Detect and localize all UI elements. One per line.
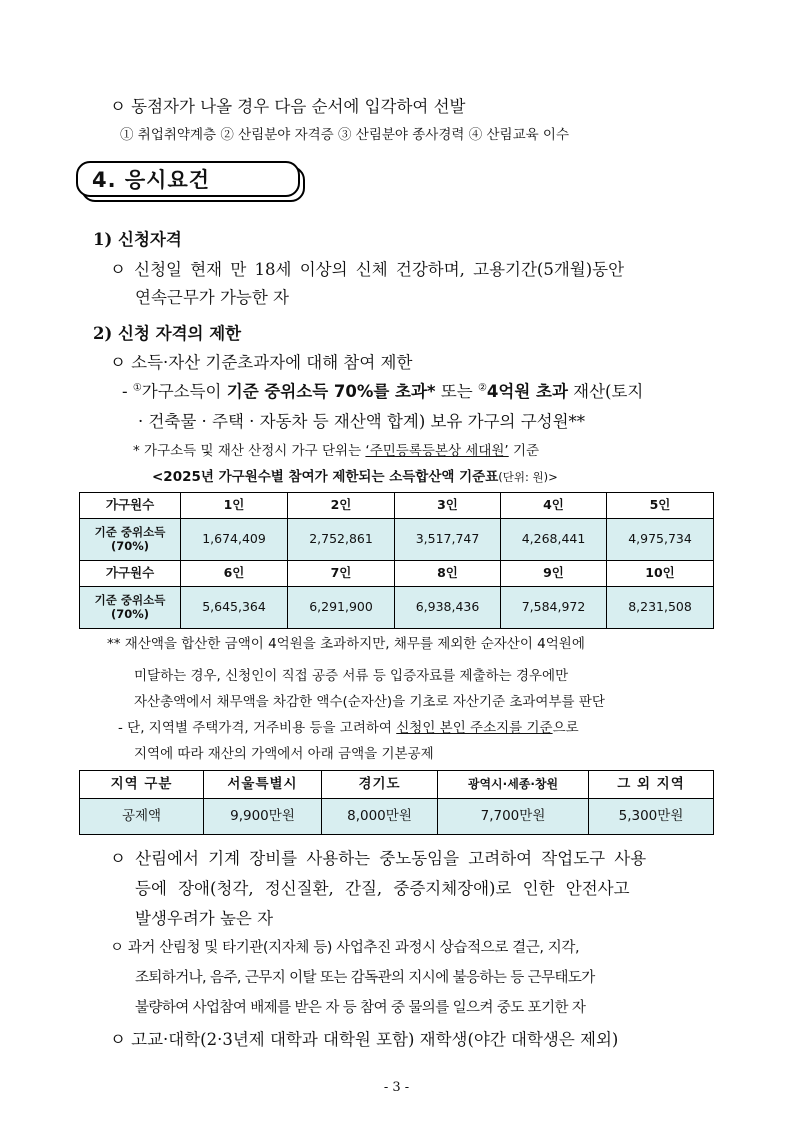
table-caption-title: <2025년 가구원수별 참여가 제한되는 소득합산액 기준표 — [152, 469, 499, 485]
table-cell: 1,674,409 — [181, 519, 288, 561]
region-deduction-table — [79, 770, 714, 835]
circled-two: ② — [477, 382, 487, 394]
table-header-cell: 지역 구분 — [80, 771, 204, 799]
rule-part-d: 4억원 초과 — [486, 382, 568, 401]
table-row — [80, 561, 714, 587]
table-cell: 6,291,900 — [288, 587, 395, 629]
rule-continuation: · 건축물 · 주택 · 자동차 등 재산액 합계) 보유 가구의 구성원** — [138, 412, 586, 431]
restriction-item-1-line-1: ㅇ 산림에서 기계 장비를 사용하는 중노동임을 고려하여 작업도구 사용 — [110, 849, 647, 868]
table-cell: 4인 — [501, 493, 607, 519]
restriction-item-1-line-2: 등에 장애(청각, 정신질환, 간질, 중증지체장애)로 인한 안전사고 — [135, 879, 630, 898]
rule-part-c: 또는 — [440, 382, 473, 401]
table-caption-unit: (단위: 원)> — [498, 470, 558, 484]
table-cell: 6인 — [181, 561, 288, 587]
household-note-prefix: * 가구소득 및 재산 산정시 가구 단위는 — [133, 443, 362, 459]
tie-order-line: ① 취업취약계층 ② 산림분야 자격증 ③ 산림분야 종사경력 ④ 산림교육 이수 — [120, 127, 570, 143]
asset-note-line-4 — [118, 716, 579, 736]
restriction-item-2-line-1: ㅇ 과거 산림청 및 타기관(지자체 등) 사업추진 과정시 상습적으로 결근, 지각, — [110, 940, 580, 956]
table-cell: 3,517,747 — [395, 519, 501, 561]
asset-note-line-4-prefix: - 단, 지역별 주택가격, 거주비용 등을 고려하여 — [118, 720, 392, 736]
table-row — [80, 493, 714, 519]
table-cell: 5,300만원 — [589, 799, 714, 835]
table-cell: 7,584,972 — [501, 587, 607, 629]
section-title: 4. 응시요건 — [92, 168, 211, 192]
table-cell: 6,938,436 — [395, 587, 501, 629]
household-note-underlined: ‘주민등록등본상 세대원’ — [365, 443, 509, 459]
restriction-item-3-line-1: ㅇ 고교·대학(2·3년제 대학과 대학원 포함) 재학생(야간 대학생은 제외) — [110, 1030, 619, 1049]
table-header-cell: 서울특별시 — [204, 771, 322, 799]
page-number: - 3 - — [383, 1080, 410, 1095]
table-cell: 5인 — [607, 493, 714, 519]
table-header-cell: 경기도 — [322, 771, 438, 799]
household-note-suffix: 기준 — [513, 443, 540, 459]
subheading-eligibility: 1) 신청자격 — [93, 230, 182, 249]
household-note — [133, 439, 539, 459]
asset-note-line-1: ** 재산액을 합산한 금액이 4억원을 초과하지만, 채무를 제외한 순자산이 4억원에 — [107, 636, 585, 652]
asset-note-line-4-underlined: 신청인 본인 주소지를 기준 — [396, 720, 553, 736]
income-threshold-table — [79, 492, 714, 629]
restriction-item-2-line-3: 불량하여 사업참여 배제를 받은 자 등 참여 중 물의를 일으켜 중도 포기한 자 — [135, 1000, 586, 1016]
restriction-item-2-line-2: 조퇴하거나, 음주, 근무지 이탈 또는 감독관의 지시에 불응하는 등 근무태도가 — [135, 970, 595, 986]
restriction-item-1-line-3: 발생우려가 높은 자 — [135, 909, 274, 928]
table-header-cell: 광역시·세종·창원 — [438, 771, 589, 799]
table-cell: 3인 — [395, 493, 501, 519]
table-cell: 8,000만원 — [322, 799, 438, 835]
table-cell: 10인 — [607, 561, 714, 587]
row-label-household: 가구원수 — [80, 493, 181, 519]
row-label-income: 기준 중위소득 (70%) — [80, 519, 181, 561]
eligibility-line-2: 연속근무가 가능한 자 — [135, 288, 289, 307]
dash-marker: - — [122, 382, 128, 401]
row-label-household: 가구원수 — [80, 561, 181, 587]
table-row — [80, 587, 714, 629]
table-row — [80, 519, 714, 561]
table-row — [80, 799, 714, 835]
table-cell: 5,645,364 — [181, 587, 288, 629]
rule-part-e: 재산(토지 — [573, 382, 644, 401]
table-cell: 9인 — [501, 561, 607, 587]
table-header-cell: 그 외 지역 — [589, 771, 714, 799]
table-cell: 9,900만원 — [204, 799, 322, 835]
table-caption — [152, 465, 558, 485]
table-cell: 4,975,734 — [607, 519, 714, 561]
table-cell: 4,268,441 — [501, 519, 607, 561]
tie-rule-line: ㅇ 동점자가 나올 경우 다음 순서에 입각하여 선발 — [110, 97, 466, 116]
restriction-bullet: ㅇ 소득·자산 기준초과자에 대해 참여 제한 — [110, 353, 413, 372]
asset-note-line-4-suffix: 으로 — [552, 720, 579, 736]
table-row — [80, 771, 714, 799]
table-cell: 7,700만원 — [438, 799, 589, 835]
income-asset-rule — [122, 378, 643, 402]
table-cell: 7인 — [288, 561, 395, 587]
table-cell: 1인 — [181, 493, 288, 519]
circled-one: ① — [132, 382, 142, 394]
rule-part-b: 기준 중위소득 70%를 초과* — [226, 382, 436, 401]
asset-note-line-2: 미달하는 경우, 신청인이 직접 공증 서류 등 입증자료를 제출하는 경우에만 — [134, 668, 569, 684]
table-cell: 2인 — [288, 493, 395, 519]
row-label-income: 기준 중위소득 (70%) — [80, 587, 181, 629]
table-cell: 2,752,861 — [288, 519, 395, 561]
subheading-restrictions: 2) 신청 자격의 제한 — [93, 324, 242, 343]
rule-part-a: 가구소득이 — [141, 382, 222, 401]
asset-note-line-5: 지역에 따라 재산의 가액에서 아래 금액을 기본공제 — [134, 746, 434, 762]
eligibility-line-1: ㅇ 신청일 현재 만 18세 이상의 신체 건강하며, 고용기간(5개월)동안 — [110, 260, 625, 279]
table-cell: 공제액 — [80, 799, 204, 835]
asset-note-line-3: 자산총액에서 채무액을 차감한 액수(순자산)을 기초로 자산기준 초과여부를 판단 — [134, 694, 605, 710]
table-cell: 8인 — [395, 561, 501, 587]
table-cell: 8,231,508 — [607, 587, 714, 629]
